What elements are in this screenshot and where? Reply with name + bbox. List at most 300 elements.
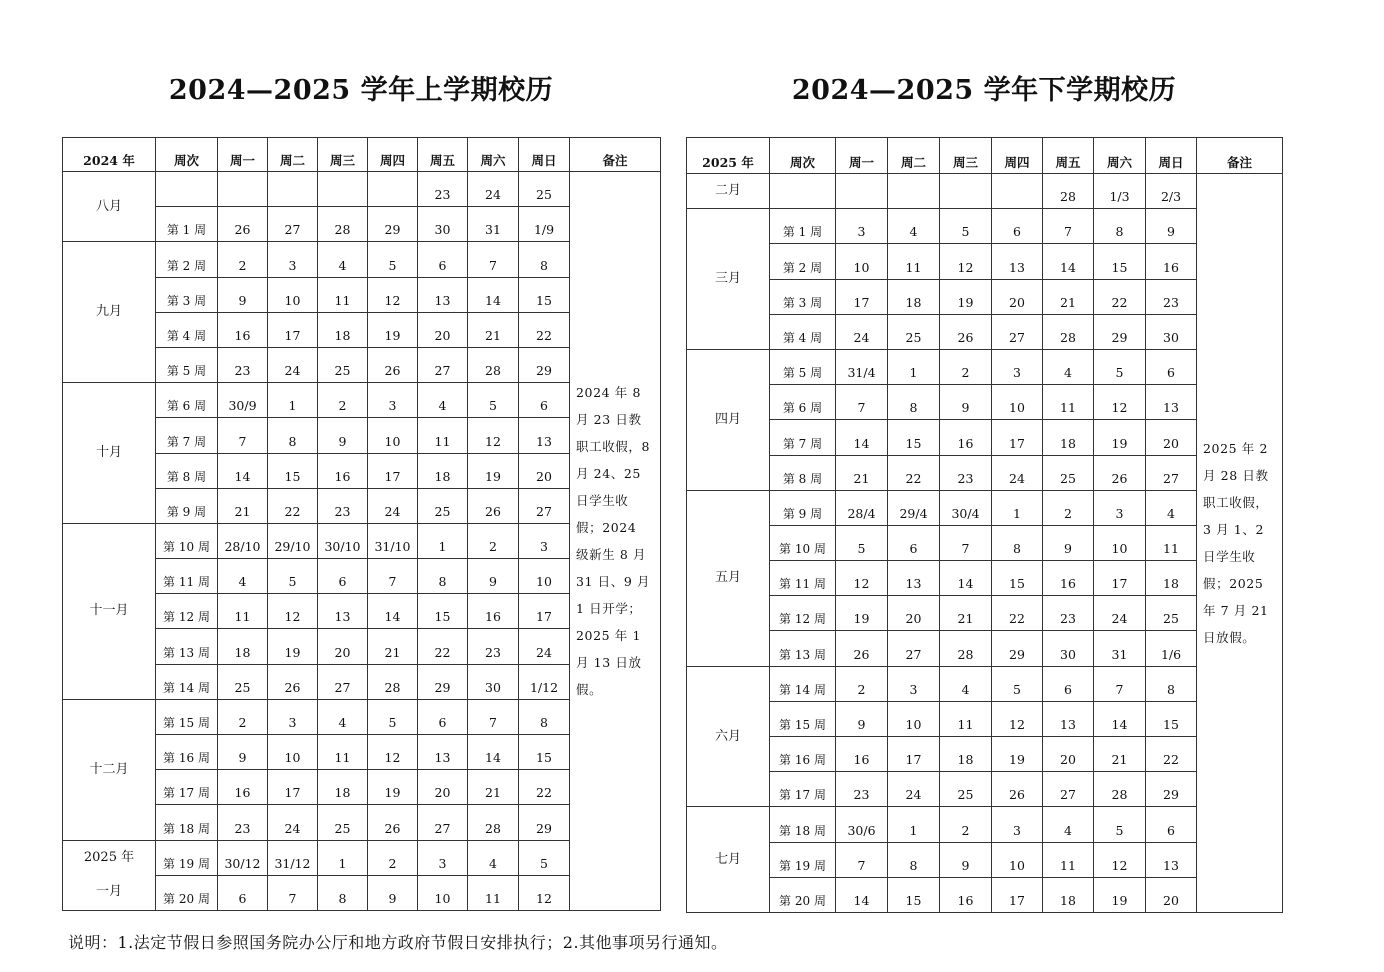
week-label: 第 17 周 xyxy=(156,770,218,805)
day-cell: 22 xyxy=(268,488,318,523)
day-cell: 12 xyxy=(519,875,570,910)
day-cell: 27 xyxy=(418,347,468,382)
day-cell: 15 xyxy=(888,420,940,455)
day-cell: 26 xyxy=(268,664,318,699)
day-cell: 20 xyxy=(418,312,468,347)
day-cell: 11 xyxy=(468,875,519,910)
day-cell: 5 xyxy=(368,242,418,277)
day-cell: 6 xyxy=(519,383,570,418)
week-label: 第 11 周 xyxy=(770,561,836,596)
day-cell: 27 xyxy=(992,314,1043,349)
day-cell: 20 xyxy=(519,453,570,488)
day-cell: 12 xyxy=(468,418,519,453)
day-cell: 15 xyxy=(888,877,940,912)
day-cell xyxy=(888,174,940,209)
day-cell: 20 xyxy=(888,596,940,631)
day-cell: 3 xyxy=(992,349,1043,384)
day-cell: 27 xyxy=(1146,455,1197,490)
day-cell: 7 xyxy=(836,842,888,877)
day-cell: 16 xyxy=(940,420,992,455)
fall-calendar-body xyxy=(63,138,661,911)
table-row xyxy=(687,385,1283,420)
column-header: 周次 xyxy=(770,138,836,174)
column-header: 备注 xyxy=(570,138,661,172)
day-cell: 5 xyxy=(1094,807,1146,842)
day-cell: 18 xyxy=(1146,561,1197,596)
day-cell: 13 xyxy=(318,594,368,629)
day-cell: 9 xyxy=(836,701,888,736)
day-cell: 2 xyxy=(940,349,992,384)
day-cell: 20 xyxy=(992,279,1043,314)
day-cell: 13 xyxy=(519,418,570,453)
day-cell: 31/4 xyxy=(836,349,888,384)
day-cell: 22 xyxy=(418,629,468,664)
day-cell: 23 xyxy=(218,805,268,840)
day-cell: 4 xyxy=(418,383,468,418)
month-label: 四月 xyxy=(687,349,770,490)
day-cell: 6 xyxy=(888,525,940,560)
column-header: 周一 xyxy=(218,138,268,172)
month-label: 十一月 xyxy=(63,523,156,699)
table-row xyxy=(687,666,1283,701)
day-cell: 11 xyxy=(318,735,368,770)
day-cell: 7 xyxy=(468,699,519,734)
week-label: 第 12 周 xyxy=(156,594,218,629)
table-row xyxy=(687,525,1283,560)
day-cell: 31 xyxy=(468,207,519,242)
day-cell: 30 xyxy=(418,207,468,242)
day-cell: 29/10 xyxy=(268,523,318,558)
day-cell: 16 xyxy=(836,737,888,772)
day-cell: 25 xyxy=(318,805,368,840)
table-row xyxy=(687,209,1283,244)
day-cell: 17 xyxy=(992,877,1043,912)
day-cell: 5 xyxy=(940,209,992,244)
day-cell: 3 xyxy=(1094,490,1146,525)
day-cell: 28/4 xyxy=(836,490,888,525)
day-cell: 27 xyxy=(318,664,368,699)
day-cell: 21 xyxy=(218,488,268,523)
day-cell: 13 xyxy=(1146,842,1197,877)
day-cell: 3 xyxy=(519,523,570,558)
day-cell: 10 xyxy=(992,842,1043,877)
column-header: 周四 xyxy=(992,138,1043,174)
day-cell: 6 xyxy=(1146,807,1197,842)
day-cell: 9 xyxy=(218,277,268,312)
day-cell: 30 xyxy=(468,664,519,699)
day-cell: 1/12 xyxy=(519,664,570,699)
day-cell: 17 xyxy=(992,420,1043,455)
footnote: 说明：1.法定节假日参照国务院办公厅和地方政府节假日安排执行；2.其他事项另行通知。 xyxy=(68,933,728,952)
day-cell: 16 xyxy=(318,453,368,488)
week-label: 第 7 周 xyxy=(156,418,218,453)
day-cell: 24 xyxy=(368,488,418,523)
day-cell: 6 xyxy=(418,699,468,734)
month-label: 二月 xyxy=(687,174,770,209)
day-cell: 3 xyxy=(836,209,888,244)
day-cell: 7 xyxy=(836,385,888,420)
week-label: 第 7 周 xyxy=(770,420,836,455)
table-row xyxy=(687,877,1283,912)
day-cell: 7 xyxy=(1094,666,1146,701)
week-label xyxy=(156,172,218,207)
day-cell: 16 xyxy=(940,877,992,912)
week-label: 第 18 周 xyxy=(770,807,836,842)
day-cell: 12 xyxy=(268,594,318,629)
table-row xyxy=(687,455,1283,490)
table-row xyxy=(687,772,1283,807)
day-cell: 15 xyxy=(1146,701,1197,736)
day-cell: 30/9 xyxy=(218,383,268,418)
day-cell: 8 xyxy=(418,559,468,594)
day-cell: 31/10 xyxy=(368,523,418,558)
table-row xyxy=(687,807,1283,842)
day-cell: 9 xyxy=(368,875,418,910)
day-cell: 11 xyxy=(318,277,368,312)
week-label: 第 8 周 xyxy=(156,453,218,488)
day-cell: 10 xyxy=(519,559,570,594)
day-cell: 22 xyxy=(992,596,1043,631)
remarks-note: 2025 年 2 月 28 日教职工收假，3 月 1、2 日学生收假；2025 年 7 月 21 日放假。 xyxy=(1197,174,1283,913)
week-label: 第 5 周 xyxy=(156,347,218,382)
day-cell: 9 xyxy=(940,385,992,420)
week-label: 第 1 周 xyxy=(156,207,218,242)
week-label: 第 19 周 xyxy=(770,842,836,877)
day-cell: 20 xyxy=(1043,737,1094,772)
table-row xyxy=(687,314,1283,349)
day-cell: 10 xyxy=(836,244,888,279)
day-cell: 19 xyxy=(992,737,1043,772)
week-label: 第 4 周 xyxy=(770,314,836,349)
day-cell: 16 xyxy=(1146,244,1197,279)
day-cell: 6 xyxy=(1146,349,1197,384)
day-cell: 14 xyxy=(368,594,418,629)
day-cell: 6 xyxy=(992,209,1043,244)
day-cell: 28 xyxy=(368,664,418,699)
day-cell: 9 xyxy=(1043,525,1094,560)
day-cell: 30 xyxy=(1043,631,1094,666)
day-cell: 24 xyxy=(836,314,888,349)
day-cell: 4 xyxy=(318,242,368,277)
day-cell: 19 xyxy=(368,770,418,805)
table-row xyxy=(687,631,1283,666)
day-cell: 21 xyxy=(468,312,519,347)
day-cell: 22 xyxy=(519,770,570,805)
day-cell: 21 xyxy=(940,596,992,631)
day-cell: 17 xyxy=(836,279,888,314)
week-label: 第 9 周 xyxy=(156,488,218,523)
spring-semester-calendar-table xyxy=(686,137,1283,913)
day-cell: 9 xyxy=(318,418,368,453)
day-cell: 24 xyxy=(1094,596,1146,631)
day-cell: 1 xyxy=(268,383,318,418)
day-cell: 25 xyxy=(218,664,268,699)
day-cell: 8 xyxy=(268,418,318,453)
day-cell: 29 xyxy=(992,631,1043,666)
day-cell: 27 xyxy=(519,488,570,523)
table-row xyxy=(687,596,1283,631)
day-cell: 11 xyxy=(940,701,992,736)
day-cell: 22 xyxy=(1094,279,1146,314)
day-cell: 23 xyxy=(836,772,888,807)
day-cell xyxy=(992,174,1043,209)
day-cell: 26 xyxy=(836,631,888,666)
day-cell: 1/9 xyxy=(519,207,570,242)
day-cell: 2 xyxy=(940,807,992,842)
day-cell: 4 xyxy=(468,840,519,875)
day-cell: 1/3 xyxy=(1094,174,1146,209)
day-cell: 4 xyxy=(218,559,268,594)
day-cell: 7 xyxy=(268,875,318,910)
day-cell: 25 xyxy=(1146,596,1197,631)
month-label: 八月 xyxy=(63,172,156,242)
day-cell: 12 xyxy=(368,277,418,312)
day-cell: 31/12 xyxy=(268,840,318,875)
day-cell: 5 xyxy=(992,666,1043,701)
month-label: 七月 xyxy=(687,807,770,913)
day-cell: 10 xyxy=(992,385,1043,420)
day-cell: 19 xyxy=(1094,420,1146,455)
column-header: 2025 年 xyxy=(687,138,770,174)
month-label xyxy=(63,840,156,910)
day-cell: 9 xyxy=(1146,209,1197,244)
day-cell: 27 xyxy=(418,805,468,840)
week-label: 第 10 周 xyxy=(770,525,836,560)
day-cell: 21 xyxy=(468,770,519,805)
day-cell: 28 xyxy=(318,207,368,242)
day-cell: 11 xyxy=(1043,385,1094,420)
day-cell: 23 xyxy=(418,172,468,207)
day-cell: 27 xyxy=(888,631,940,666)
day-cell: 1 xyxy=(888,349,940,384)
day-cell: 1 xyxy=(418,523,468,558)
day-cell: 18 xyxy=(218,629,268,664)
day-cell: 26 xyxy=(368,347,418,382)
week-label: 第 13 周 xyxy=(156,629,218,664)
day-cell: 16 xyxy=(1043,561,1094,596)
day-cell: 17 xyxy=(268,770,318,805)
week-label: 第 20 周 xyxy=(770,877,836,912)
month-label: 九月 xyxy=(63,242,156,383)
table-row xyxy=(687,842,1283,877)
day-cell: 3 xyxy=(268,699,318,734)
column-header: 周六 xyxy=(1094,138,1146,174)
day-cell: 18 xyxy=(418,453,468,488)
day-cell: 21 xyxy=(1043,279,1094,314)
day-cell: 4 xyxy=(940,666,992,701)
month-label: 三月 xyxy=(687,209,770,350)
day-cell: 28/10 xyxy=(218,523,268,558)
week-label: 第 9 周 xyxy=(770,490,836,525)
day-cell: 9 xyxy=(468,559,519,594)
week-label: 第 17 周 xyxy=(770,772,836,807)
day-cell: 4 xyxy=(1146,490,1197,525)
day-cell: 19 xyxy=(468,453,519,488)
day-cell: 15 xyxy=(519,277,570,312)
day-cell: 15 xyxy=(992,561,1043,596)
day-cell: 11 xyxy=(418,418,468,453)
column-header: 2024 年 xyxy=(63,138,156,172)
day-cell: 3 xyxy=(888,666,940,701)
day-cell: 20 xyxy=(318,629,368,664)
week-label: 第 14 周 xyxy=(770,666,836,701)
day-cell: 24 xyxy=(468,172,519,207)
day-cell: 14 xyxy=(940,561,992,596)
day-cell: 3 xyxy=(992,807,1043,842)
day-cell: 19 xyxy=(940,279,992,314)
day-cell: 29 xyxy=(519,347,570,382)
month-label-line: 一月 xyxy=(95,884,122,900)
column-header: 周二 xyxy=(888,138,940,174)
month-label: 五月 xyxy=(687,490,770,666)
day-cell: 5 xyxy=(468,383,519,418)
day-cell: 28 xyxy=(1094,772,1146,807)
day-cell: 10 xyxy=(368,418,418,453)
day-cell: 1 xyxy=(318,840,368,875)
day-cell: 13 xyxy=(888,561,940,596)
week-label: 第 6 周 xyxy=(770,385,836,420)
day-cell: 30/12 xyxy=(218,840,268,875)
day-cell: 10 xyxy=(268,277,318,312)
column-header: 周二 xyxy=(268,138,318,172)
day-cell: 17 xyxy=(368,453,418,488)
day-cell: 7 xyxy=(1043,209,1094,244)
day-cell xyxy=(940,174,992,209)
table-row xyxy=(687,349,1283,384)
day-cell: 20 xyxy=(418,770,468,805)
day-cell: 3 xyxy=(368,383,418,418)
day-cell: 29 xyxy=(368,207,418,242)
day-cell: 7 xyxy=(468,242,519,277)
week-label: 第 2 周 xyxy=(770,244,836,279)
header-row xyxy=(687,138,1283,174)
day-cell: 14 xyxy=(836,420,888,455)
day-cell: 1 xyxy=(888,807,940,842)
day-cell: 6 xyxy=(1043,666,1094,701)
day-cell: 25 xyxy=(318,347,368,382)
day-cell: 22 xyxy=(519,312,570,347)
day-cell: 26 xyxy=(468,488,519,523)
day-cell: 4 xyxy=(888,209,940,244)
day-cell: 7 xyxy=(218,418,268,453)
day-cell: 12 xyxy=(836,561,888,596)
day-cell: 18 xyxy=(1043,420,1094,455)
day-cell xyxy=(218,172,268,207)
day-cell: 7 xyxy=(368,559,418,594)
day-cell: 17 xyxy=(519,594,570,629)
day-cell: 3 xyxy=(268,242,318,277)
day-cell: 24 xyxy=(519,629,570,664)
day-cell: 11 xyxy=(888,244,940,279)
day-cell: 8 xyxy=(888,385,940,420)
week-label: 第 12 周 xyxy=(770,596,836,631)
day-cell: 8 xyxy=(888,842,940,877)
day-cell: 4 xyxy=(318,699,368,734)
day-cell: 5 xyxy=(368,699,418,734)
day-cell: 24 xyxy=(268,347,318,382)
day-cell: 30 xyxy=(1146,314,1197,349)
day-cell: 29 xyxy=(1094,314,1146,349)
week-label: 第 14 周 xyxy=(156,664,218,699)
day-cell: 15 xyxy=(418,594,468,629)
day-cell: 26 xyxy=(1094,455,1146,490)
day-cell: 29 xyxy=(519,805,570,840)
day-cell: 27 xyxy=(268,207,318,242)
fall-semester-calendar-table xyxy=(62,137,661,911)
week-label: 第 16 周 xyxy=(156,735,218,770)
day-cell: 19 xyxy=(1094,877,1146,912)
day-cell: 8 xyxy=(1094,209,1146,244)
day-cell: 24 xyxy=(992,455,1043,490)
day-cell: 14 xyxy=(836,877,888,912)
table-row xyxy=(687,420,1283,455)
day-cell: 10 xyxy=(418,875,468,910)
day-cell: 10 xyxy=(268,735,318,770)
day-cell: 30/10 xyxy=(318,523,368,558)
day-cell: 26 xyxy=(992,772,1043,807)
month-label: 十月 xyxy=(63,383,156,524)
day-cell: 28 xyxy=(1043,314,1094,349)
day-cell: 8 xyxy=(519,699,570,734)
day-cell: 13 xyxy=(418,735,468,770)
day-cell: 15 xyxy=(268,453,318,488)
week-label: 第 2 周 xyxy=(156,242,218,277)
week-label: 第 3 周 xyxy=(770,279,836,314)
day-cell: 8 xyxy=(318,875,368,910)
month-label: 六月 xyxy=(687,666,770,807)
day-cell: 2 xyxy=(836,666,888,701)
day-cell: 29/4 xyxy=(888,490,940,525)
day-cell: 1/6 xyxy=(1146,631,1197,666)
day-cell: 28 xyxy=(468,805,519,840)
day-cell: 18 xyxy=(318,312,368,347)
day-cell: 13 xyxy=(1043,701,1094,736)
day-cell: 29 xyxy=(418,664,468,699)
day-cell: 18 xyxy=(1043,877,1094,912)
day-cell: 25 xyxy=(940,772,992,807)
week-label: 第 6 周 xyxy=(156,383,218,418)
day-cell: 17 xyxy=(1094,561,1146,596)
table-row xyxy=(687,490,1283,525)
day-cell: 24 xyxy=(888,772,940,807)
column-header: 周三 xyxy=(940,138,992,174)
day-cell: 25 xyxy=(888,314,940,349)
day-cell: 4 xyxy=(1043,349,1094,384)
day-cell: 12 xyxy=(940,244,992,279)
day-cell: 19 xyxy=(836,596,888,631)
day-cell: 19 xyxy=(268,629,318,664)
column-header: 周日 xyxy=(519,138,570,172)
column-header: 周一 xyxy=(836,138,888,174)
week-label: 第 11 周 xyxy=(156,559,218,594)
day-cell: 8 xyxy=(992,525,1043,560)
day-cell: 16 xyxy=(218,770,268,805)
day-cell: 28 xyxy=(1043,174,1094,209)
day-cell: 2 xyxy=(218,699,268,734)
day-cell: 6 xyxy=(418,242,468,277)
week-label: 第 1 周 xyxy=(770,209,836,244)
right-calendar-title: 2024—2025 学年下学期校历 xyxy=(791,75,1177,106)
day-cell: 10 xyxy=(1094,525,1146,560)
left-calendar-title: 2024—2025 学年上学期校历 xyxy=(168,75,554,106)
month-label-line: 2025 年 xyxy=(83,850,135,866)
day-cell: 11 xyxy=(1146,525,1197,560)
day-cell: 16 xyxy=(468,594,519,629)
week-label: 第 16 周 xyxy=(770,737,836,772)
day-cell: 5 xyxy=(519,840,570,875)
day-cell: 23 xyxy=(218,347,268,382)
day-cell xyxy=(268,172,318,207)
